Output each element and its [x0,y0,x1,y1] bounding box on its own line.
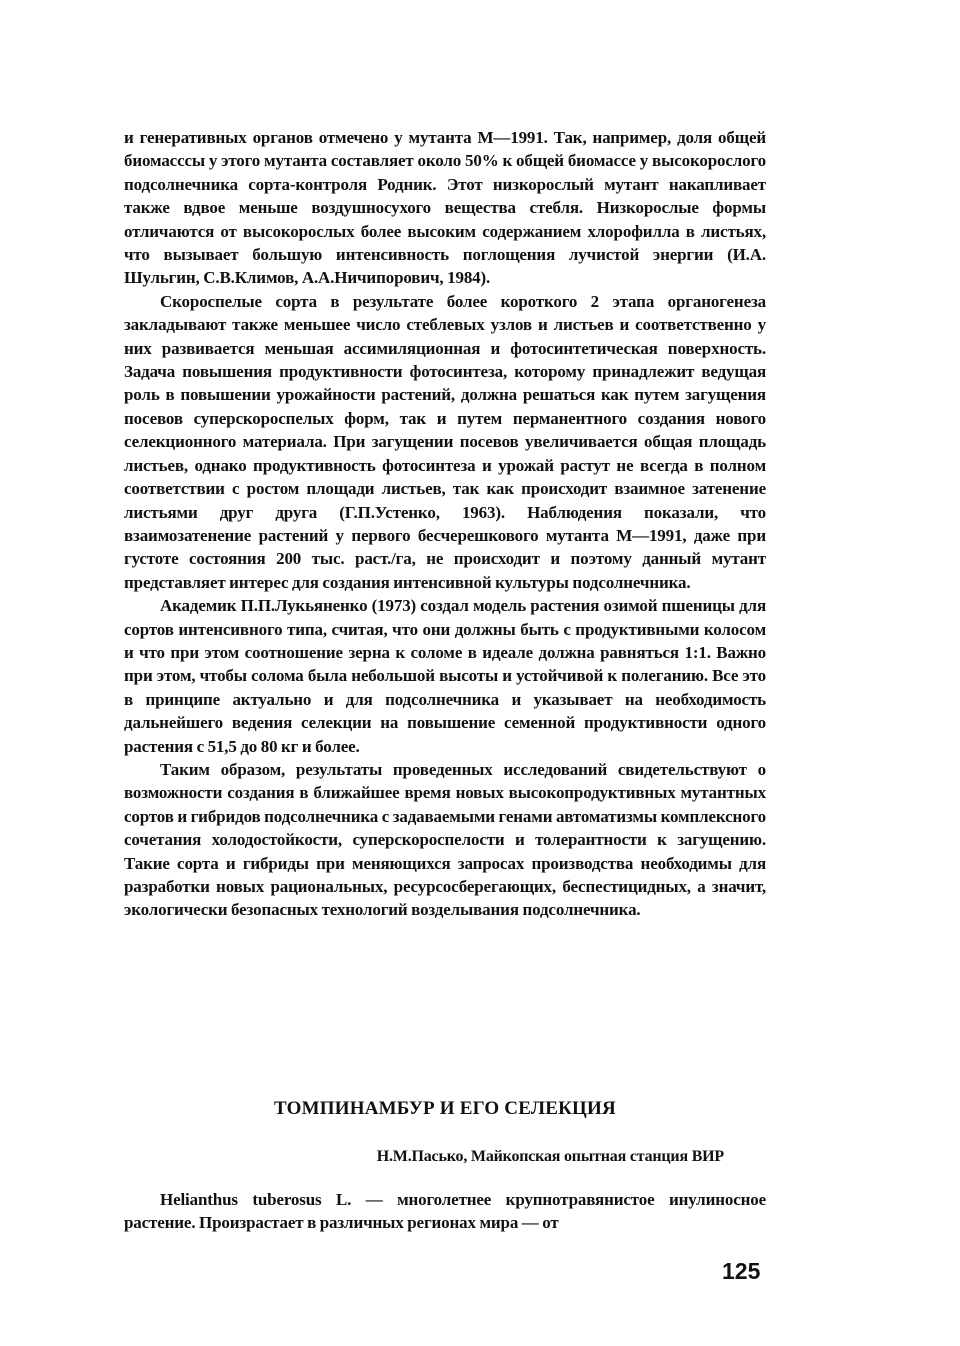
paragraph-1: и генеративных органов отмечено у мутанта М—1991. Так, например, доля общей биомасссы у этого мутанта составляет около 50% к общей биомассе у высокорослого подсолнечника сорта-контроля Родник. Этот низкорослый мутант накапливает также вдвое меньше воздушносухого вещества стебля. Низкорослые формы отличаются от высокорослых более высоким содержанием хлорофилла в листьях, что вызывает большую интенсивность поглощения лучистой энергии (И.А. Шульгин, С.В.Климов, А.А.Ничипорович, 1984). [124,128,766,288]
paragraph-4: Таким образом, результаты проведенных исследований свидетельствуют о возможности создания в ближайшее время новых высокопродуктивных мутантных сортов и гибридов подсолнечника с задаваемыми генами автоматизмы комплексного сочетания холодостойкости, суперскороспелости и толерантности к загущению. Такие сорта и гибриды при меняющихся запросах производства необходимы для разработки новых рациональных, ресурсосберегающих, беспестицидных, а значит, экологически безопасных технологий возделывания подсолнечника. [124,759,766,920]
author-line: Н.М.Пасько, Майкопская опытная станция ВИР [376,1148,724,1165]
paragraph-3: Академик П.П.Лукьяненко (1973) создал модель растения озимой пшеницы для сортов интенсивного типа, считая, что они должны быть с продуктивными колосом и что при этом соотношение зерна к соломе в идеале должна равняться 1:1. Важно при этом, чтобы солома была небольшой высоты и устойчивой к полеганию. Все это в принципе актуально и для подсолнечника и указывает на необходимость дальнейшего ведения селекции на повышение семенной продуктивности одного растения с 51,5 до 80 кг и более. [124,596,766,756]
paragraph-2: Скороспелые сорта в результате более короткого 2 этапа органогенеза закладывают также меньшее число стеблевых узлов и листьев и соответственно у них развивается меньшая ассимиляционная и фотосинтетическая поверхность. Задача повышения продуктивности фотосинтеза, которому принадлежит ведущая роль в повышении урожайности растений, должна решаться как путем загущения посевов суперскороспелых форм, так и путем перманентного создания нового селекционного материала. При загущении посевов увеличивается общая площадь листьев, однако продуктивность фотосинтеза и урожай растут не всегда в полном соответствии с ростом площади листьев, так как происходит взаимное затенение листьями друг друга (Г.П.Устенко, 1963). Наблюдения показали, что взаимозатенение растений у первого бесчерешкового мутанта М—1991, даже при густоте состояния 200 тыс. раст./га, не происходит и поэтому данный мутант представляет интерес для создания интенсивной культуры подсолнечника. [124,291,766,592]
body-text [124,126,766,922]
section-paragraph: Helianthus tuberosus L. — многолетнее крупнотравянистое инулиносное растение. Произрастает в различных регионах мира — от [124,1190,766,1233]
page-number: 125 [722,1258,761,1284]
section-body [124,1188,766,1235]
section-title: ТОМПИНАМБУР И ЕГО СЕЛЕКЦИЯ [274,1098,616,1119]
